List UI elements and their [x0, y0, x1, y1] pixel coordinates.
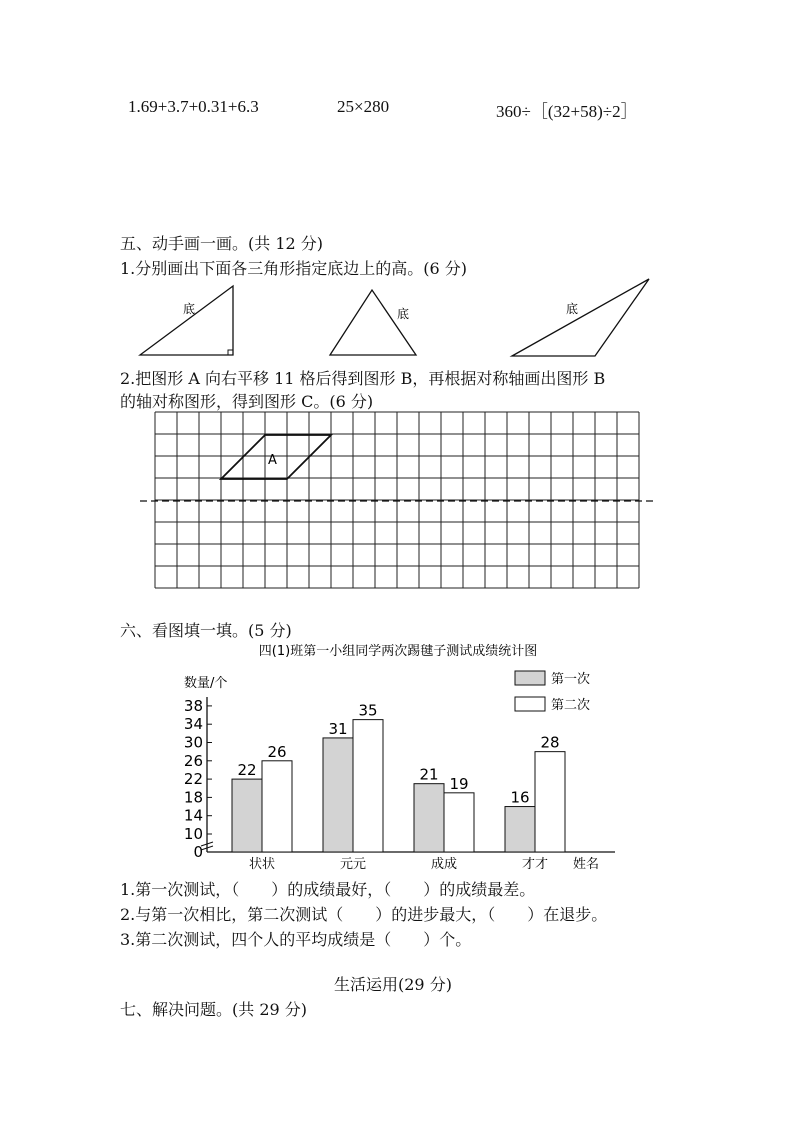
legend-swatch-first: [515, 671, 545, 685]
section6-question3: 3.第二次测试，四个人的平均成绩是（ ）个。: [120, 930, 472, 949]
section5-question2-line2: 的轴对称图形，得到图形 C。(6 分): [120, 392, 374, 411]
section6-question1: 1.第一次测试，（ ）的成绩最好，（ ）的成绩最差。: [120, 880, 536, 899]
bar-value-label: 28: [540, 733, 560, 752]
y-tick-label: 22: [183, 770, 203, 789]
legend-label-second: 第二次: [551, 698, 591, 713]
bar-value-label: 19: [449, 774, 469, 793]
y-tick-label: 26: [183, 751, 203, 770]
bar-value-label: 26: [267, 742, 287, 761]
expression-2: 25×280: [337, 97, 390, 116]
y-axis-label: 数量/个: [184, 676, 228, 691]
y-tick-label: 0: [193, 843, 203, 861]
chart-title: 四(1)班第一小组同学两次踢毽子测试成绩统计图: [258, 644, 538, 659]
bar-second: [262, 761, 292, 852]
section5-question2-line1: 2.把图形 A 向右平移 11 格后得到图形 B，再根据对称轴画出图形 B: [120, 369, 606, 388]
expression-1: 1.69+3.7+0.31+6.3: [128, 97, 259, 116]
x-axis-label: 姓名: [573, 857, 600, 872]
section5-question1: 1.分别画出下面各三角形指定底边上的高。(6 分): [120, 259, 468, 278]
bar-second: [444, 793, 474, 852]
section7-heading: 七、解决问题。(共 29 分): [120, 1000, 308, 1019]
bar-second: [353, 720, 383, 852]
y-tick-label: 18: [183, 788, 203, 807]
section5-heading: 五、动手画一画。(共 12 分): [120, 234, 324, 253]
shape-a-label: A: [268, 453, 277, 468]
category-label: 状状: [248, 857, 276, 872]
legend-swatch-second: [515, 697, 545, 711]
section6-question2: 2.与第一次相比，第二次测试（ ）的进步最大，（ ）在退步。: [120, 905, 608, 924]
expression-3: 360÷［(32+58)÷2］: [496, 102, 638, 121]
y-tick-label: 38: [183, 696, 203, 715]
y-tick-label: 10: [183, 825, 203, 843]
legend-label-first: 第一次: [551, 672, 591, 687]
bar-first: [505, 807, 535, 852]
base-label-1: 底: [183, 302, 196, 316]
bar-value-label: 31: [328, 719, 348, 738]
bar-first: [232, 779, 262, 852]
bar-value-label: 35: [358, 701, 378, 720]
bar-first: [323, 738, 353, 852]
bar-second: [535, 752, 565, 852]
category-label: 元元: [339, 857, 367, 872]
base-label-3: 底: [566, 302, 579, 316]
y-tick-label: 30: [183, 733, 203, 752]
bar-value-label: 21: [419, 765, 439, 784]
category-label: 才才: [521, 857, 549, 872]
section6-heading: 六、看图填一填。(5 分): [120, 621, 292, 640]
bar-value-label: 22: [237, 761, 257, 780]
y-tick-label: 14: [183, 806, 203, 825]
section7-subtitle: 生活运用(29 分): [334, 975, 452, 994]
bar-first: [414, 784, 444, 852]
bar-value-label: 16: [510, 788, 530, 807]
base-label-2: 底: [397, 307, 410, 321]
category-label: 成成: [430, 857, 458, 872]
y-tick-label: 34: [183, 715, 203, 734]
